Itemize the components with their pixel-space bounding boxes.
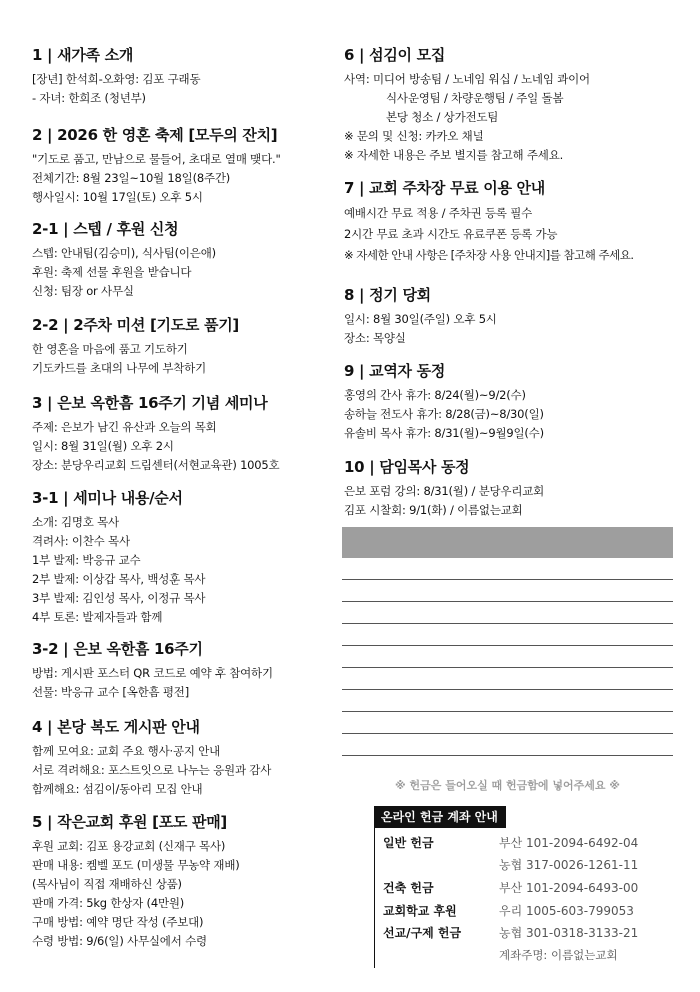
section-pastor-news: [344, 456, 544, 520]
note-line: [342, 733, 673, 734]
section-title: 6 | 섬김이 모집: [344, 46, 446, 64]
section-line: 전체기간: 8월 23일~10월 18일(8주간): [32, 171, 231, 185]
section-line: 송하늘 전도사 휴가: 8/28(금)~8/30(일): [344, 407, 544, 421]
bank-account: 우리 1005-603-799053: [499, 904, 634, 918]
section-line: 수령 방법: 9/6(일) 사무실에서 수령: [32, 934, 207, 948]
bank-account: 농협 301-0318-3133-21: [499, 926, 639, 940]
section-line: 홍영의 간사 휴가: 8/24(월)~9/2(수): [344, 388, 526, 402]
section-line: 4부 토론: 발제자들과 함께: [32, 610, 163, 624]
section-title: 8 | 정기 당회: [344, 286, 431, 304]
section-line: 장소: 목양실: [344, 331, 406, 345]
online-offering-accounts: [374, 806, 675, 968]
section-title: 5 | 작은교회 후원 [포도 판매]: [32, 813, 227, 831]
section-bulletin-board: [32, 716, 271, 799]
section-line: ※ 자세한 안내 사항은 [주차장 사용 안내지]를 참고해 주세요.: [344, 248, 634, 262]
section-title: 4 | 본당 복도 게시판 안내: [32, 718, 200, 736]
section-line: 주제: 은보가 남긴 유산과 오늘의 목회: [32, 420, 217, 434]
section-line: 구매 방법: 예약 명단 작성 (주보대): [32, 915, 204, 929]
section-title: 10 | 담임목사 동정: [344, 458, 470, 476]
section-line: 한 영혼을 마음에 품고 기도하기: [32, 342, 188, 356]
section-volunteers: [344, 44, 590, 165]
section-title: 7 | 교회 주차장 무료 이용 안내: [344, 179, 545, 197]
section-line: 본당 청소 / 상가전도팀: [386, 110, 499, 124]
account-holder: 계좌주명: 이름없는교회: [499, 948, 618, 962]
bank-account: 농협 317-0026-1261-11: [499, 858, 639, 872]
section-session: [344, 284, 497, 348]
section-title: 9 | 교역자 동정: [344, 362, 446, 380]
section-line: 후원: 축제 선물 후원을 받습니다: [32, 265, 192, 279]
section-line: 방법: 게시판 포스터 QR 코드로 예약 후 참여하기: [32, 666, 273, 680]
note-line: [342, 623, 673, 624]
section-line: 기도카드를 초대의 나무에 부착하기: [32, 361, 206, 375]
section-title: 2 | 2026 한 영혼 축제 [모두의 잔치]: [32, 126, 278, 144]
section-festival: [32, 124, 281, 207]
section-line: 판매 가격: 5kg 한상자 (4만원): [32, 896, 185, 910]
section-staff-news: [344, 360, 544, 443]
section-line: 서로 격려해요: 포스트잇으로 나누는 응원과 감사: [32, 763, 272, 777]
bank-header: 온라인 헌금 계좌 안내: [375, 806, 506, 828]
section-title: 1 | 새가족 소개: [32, 46, 134, 64]
section-seminar-program: [32, 487, 205, 627]
gray-header-bar: [342, 527, 673, 558]
section-line: 1부 발제: 박응규 교수: [32, 553, 141, 567]
section-new-family: [32, 44, 200, 108]
section-title: 2-1 | 스텝 / 후원 신청: [32, 220, 179, 238]
note-line: [342, 711, 673, 712]
section-line: 선물: 박응규 교수 [옥한흠 평전]: [32, 685, 189, 699]
section-line: 식사운영팀 / 차량운행팀 / 주일 돌봄: [386, 91, 564, 105]
section-line: 소개: 김명호 목사: [32, 515, 119, 529]
section-seminar: [32, 392, 279, 475]
note-line: [342, 667, 673, 668]
section-line: 장소: 분당우리교회 드림센터(서현교육관) 1005호: [32, 458, 280, 472]
section-parking: [344, 177, 634, 266]
section-line: 은보 포럼 강의: 8/31(월) / 분당우리교회: [344, 484, 545, 498]
section-line: 일시: 8월 31일(월) 오후 2시: [32, 439, 174, 453]
section-grape-sale: [32, 811, 240, 951]
bank-category: 교회학교 후원: [383, 904, 457, 918]
section-line: 2부 발제: 이상갑 목사, 백성훈 목사: [32, 572, 206, 586]
section-week2-mission: [32, 314, 239, 378]
section-line: 행사일시: 10월 17일(토) 오후 5시: [32, 190, 203, 204]
offering-note: ※ 헌금은 들어오실 때 헌금함에 넣어주세요 ※: [394, 779, 620, 792]
note-line: [342, 579, 673, 580]
section-line: 김포 시찰회: 9/1(화) / 이름없는교회: [344, 503, 523, 517]
section-memorial: [32, 638, 273, 702]
section-staff-support: [32, 218, 216, 301]
section-line: 스텝: 안내팀(김승미), 식사팀(이은애): [32, 246, 216, 260]
bank-category: 선교/구제 헌금: [383, 926, 462, 940]
section-line: 함께해요: 섬김이/동아리 모집 안내: [32, 782, 203, 796]
section-line: ※ 문의 및 신청: 카카오 채널: [344, 129, 484, 143]
section-title: 3-2 | 은보 옥한흠 16주기: [32, 640, 203, 658]
section-line: 3부 발제: 김인성 목사, 이정규 목사: [32, 591, 206, 605]
note-line: [342, 601, 673, 602]
section-title: 3-1 | 세미나 내용/순서: [32, 489, 183, 507]
bank-account: 부산 101-2094-6493-00: [499, 881, 639, 895]
section-line: - 자녀: 한희조 (청년부): [32, 91, 146, 105]
section-line: 사역: 미디어 방송팀 / 노네임 워십 / 노네임 콰이어: [344, 72, 590, 86]
note-line: [342, 645, 673, 646]
note-line: [342, 689, 673, 690]
section-line: (목사님이 직접 재배하신 상품): [32, 877, 182, 891]
section-line: "기도로 품고, 만남으로 물들어, 초대로 열매 맺다.": [32, 152, 281, 166]
section-title: 2-2 | 2주차 미션 [기도로 품기]: [32, 316, 239, 334]
section-line: 격려사: 이찬수 목사: [32, 534, 130, 548]
section-line: ※ 자세한 내용은 주보 별지를 참고해 주세요.: [344, 148, 564, 162]
note-line: [342, 755, 673, 756]
section-line: 2시간 무료 초과 시간도 유료쿠폰 등록 가능: [344, 227, 558, 241]
bank-category: 일반 헌금: [383, 836, 434, 850]
section-title: 3 | 은보 옥한흠 16주기 기념 세미나: [32, 394, 268, 412]
bank-account: 부산 101-2094-6492-04: [499, 836, 639, 850]
section-line: 판매 내용: 켐벨 포도 (미생물 무농약 재배): [32, 858, 240, 872]
section-line: 일시: 8월 30일(주일) 오후 5시: [344, 312, 497, 326]
bank-category: 건축 헌금: [383, 881, 434, 895]
section-line: 함께 모여요: 교회 주요 행사·공지 안내: [32, 744, 221, 758]
section-line: 신청: 팀장 or 사무실: [32, 284, 134, 298]
section-line: 유솔비 목사 휴가: 8/31(월)~9월9일(수): [344, 426, 544, 440]
section-line: [장년] 한석희-오화영: 김포 구래동: [32, 72, 201, 86]
section-line: 후원 교회: 김포 용강교회 (신재구 목사): [32, 839, 226, 853]
section-line: 예배시간 무료 적용 / 주차권 등록 필수: [344, 206, 533, 220]
